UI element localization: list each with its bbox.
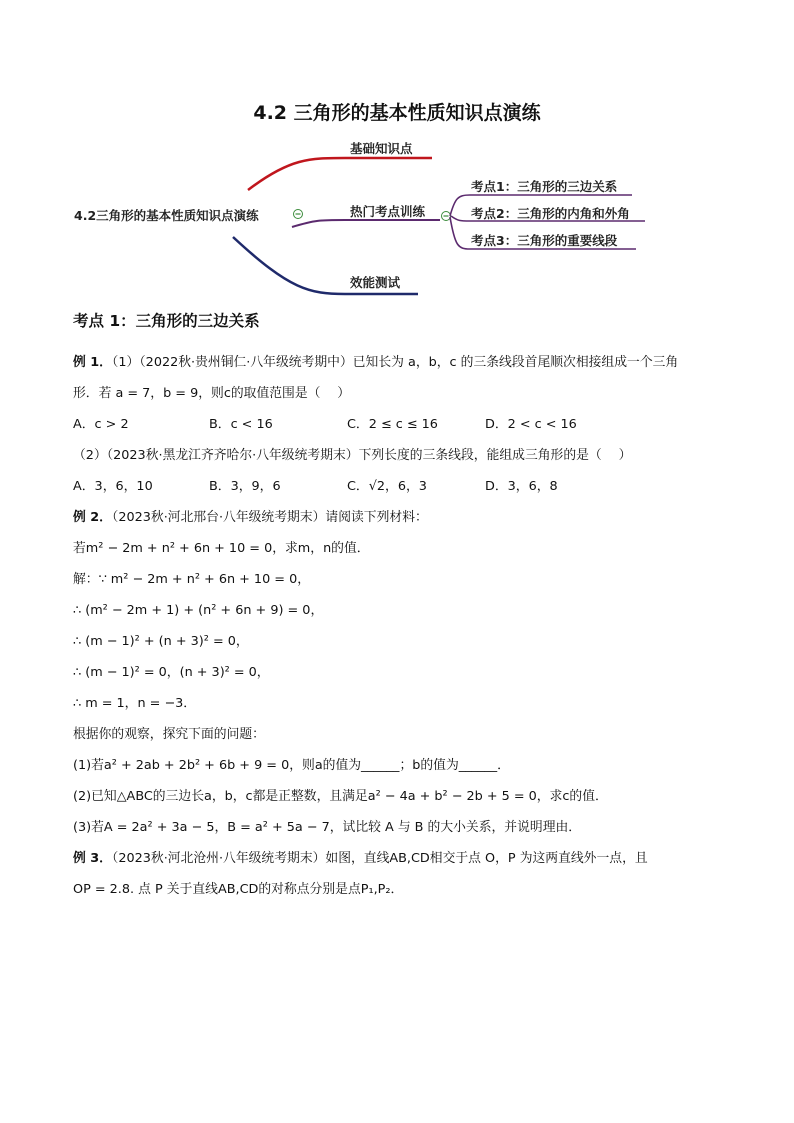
sub-question-1: (1)若a² + 2ab + 2b² + 6b + 9 = 0，则a的值为______；b的值为______．	[73, 758, 510, 773]
branch-line-top	[248, 158, 432, 190]
options-row	[73, 409, 733, 440]
example-2-line-1: 例 2．（2023秋·河北邢台·八年级统考期末）请阅读下列材料：	[73, 510, 428, 525]
example-3-line-2: OP = 2.8. 点 P 关于直线AB,CD的对称点分别是点P₁,P₂．	[73, 882, 404, 897]
solution-line: 解：∵ m² − 2m + n² + 6n + 10 = 0，	[73, 572, 311, 587]
sub-question-2: (2)已知△ABC的三边长a，b，c都是正整数，且满足a² − 4a + b² − 2b + 5 = 0，求c的值．	[73, 789, 608, 804]
example-3-line-1: 例 3．（2023秋·河北沧州·八年级统考期末）如图，直线AB,CD相交于点 O，P 为这两直线外一点，且	[73, 851, 648, 866]
solution-line: ∴ (m − 1)² + (n + 3)² = 0，	[73, 634, 249, 649]
collapse-icon[interactable]	[294, 210, 303, 219]
options-row	[73, 471, 733, 502]
option-a: A．c > 2	[73, 417, 129, 432]
mindmap-topic-2: 考点2：三角形的内角和外角	[471, 206, 630, 221]
example-label: 例 1．	[73, 355, 112, 370]
mindmap-topic-3: 考点3：三角形的重要线段	[471, 233, 618, 248]
option-a: A．3，6，10	[73, 479, 153, 494]
mindmap-branch-test: 效能测试	[350, 275, 401, 290]
example-label: 例 2．	[73, 510, 112, 525]
example-2-question: 若m² − 2m + n² + 6n + 10 = 0，求m，n的值．	[73, 541, 370, 556]
collapse-icon[interactable]	[442, 212, 451, 221]
sub-question-3: (3)若A = 2a² + 3a − 5，B = a² + 5a − 7，试比较 A 与 B 的大小关系，并说明理由．	[73, 820, 582, 835]
page-title: 4.2 三角形的基本性质知识点演练	[253, 102, 541, 124]
option-c: C．2 ≤ c ≤ 16	[347, 417, 438, 432]
mind-map	[0, 130, 794, 300]
instruction-line: 根据你的观察，探究下面的问题：	[73, 727, 265, 742]
mindmap-branch-hot-topics: 热门考点训练	[350, 204, 426, 219]
content-body	[73, 347, 733, 905]
branch-line-middle	[292, 220, 440, 227]
option-d: D．2 < c < 16	[485, 417, 577, 432]
mindmap-topic-1: 考点1：三角形的三边关系	[471, 179, 618, 194]
example-1-line-1: 例 1．（1）（2022秋·贵州铜仁·八年级统考期中）已知长为 a，b，c 的三条线段首尾顺次相接组成一个三角	[73, 355, 679, 370]
option-d: D．3，6，8	[485, 479, 558, 494]
example-1-part-2: （2）（2023秋·黑龙江齐齐哈尔·八年级统考期末）下列长度的三条线段，能组成三角形的是（ ）	[73, 448, 632, 463]
option-b: B．3，9，6	[209, 479, 281, 494]
option-c: C．√2，6，3	[347, 479, 427, 494]
solution-line: ∴ (m² − 2m + 1) + (n² + 6n + 9) = 0，	[73, 603, 324, 618]
solution-line: ∴ m = 1，n = −3．	[73, 696, 197, 711]
solution-line: ∴ (m − 1)² = 0，(n + 3)² = 0，	[73, 665, 270, 680]
example-1-line-2: 形．若 a = 7，b = 9，则c的取值范围是（ ）	[73, 386, 351, 401]
option-b: B．c < 16	[209, 417, 273, 432]
mindmap-branch-basics: 基础知识点	[350, 141, 413, 156]
example-label: 例 3．	[73, 851, 112, 866]
section-title: 考点 1：三角形的三边关系	[73, 312, 260, 330]
mindmap-root: 4.2三角形的基本性质知识点演练	[74, 208, 259, 223]
